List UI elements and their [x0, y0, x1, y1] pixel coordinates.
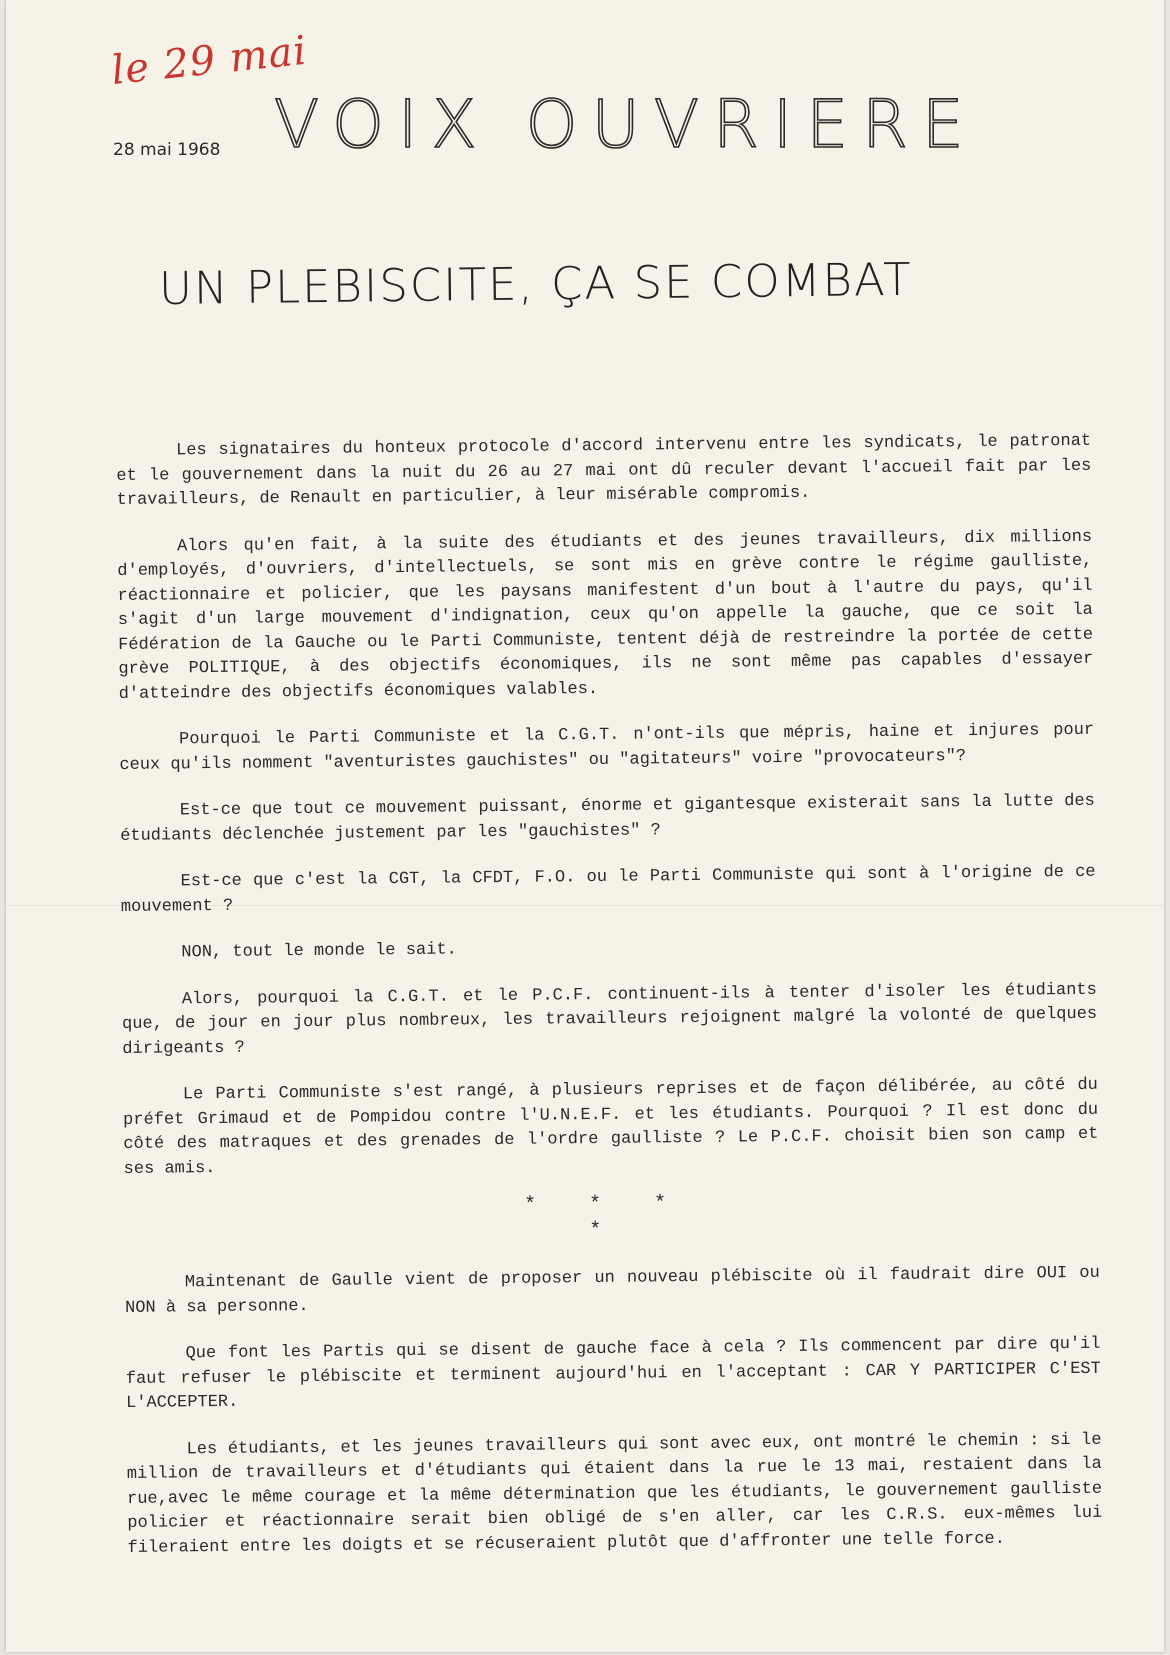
article-headline: UN PLEBISCITE, ÇA SE COMBAT — [158, 252, 914, 315]
section-separator — [124, 1188, 1100, 1254]
paragraph: Maintenant de Gaulle vient de proposer un nouveau plébiscite où il faudrait dire OUI ou NON à sa personne. — [124, 1263, 1100, 1318]
separator-star: * — [589, 1218, 602, 1243]
paragraph: Alors, pourquoi la C.G.T. et le P.C.F. continuent-ils à tenter d'isoler les étudiants que, de jour en jour plus nombreux, les travailleurs rejoignent malgré la volonté de quelques dirigeants ? — [122, 980, 1098, 1059]
article-body — [116, 430, 1103, 1583]
separator-star: * — [588, 1192, 602, 1217]
paragraph: NON, tout le monde le sait. — [181, 940, 457, 963]
separator-star: * — [523, 1193, 537, 1217]
paragraph: Est-ce que c'est la CGT, la CFDT, F.O. ou le Parti Communiste qui sont à l'origine de ce mouvement ? — [120, 862, 1096, 917]
separator-star: * — [653, 1192, 667, 1216]
handwritten-annotation: le 29 mai — [109, 27, 310, 94]
paragraph: Alors qu'en fait, à la suite des étudiants et des jeunes travailleurs, dix millions d'employés, d'ouvriers, d'intellectuels, se sont mis en grève contre le régime gaulliste, réactionnaire et policier, que les paysans manifestent d'un bout à l'autre du pays, qu'il s'agit d'un large mouvement d'indignation, ceux qu'on appelle la gauche, que ce soit la Fédération de la Gauche ou le Parti Communiste, tentent déjà de restreindre la portée de cette grève POLITIQUE, à des objectifs économiques, ils ne sont même pas capables d'essayer d'atteindre des objectifs économiques valables. — [117, 527, 1094, 704]
paragraph: Les étudiants, et les jeunes travailleurs qui sont avec eux, ont montré le chemin : si le million de travailleurs et d'étudiants qui étaient dans la rue le 13 mai, restaient dans la rue,avec le même courage et la même détermination que les étudiants, le gouvernement gaulliste policier et réactionnaire serait bien obligé de s'en aller, car les C.R.S. eux-mêmes lui fileraient entre les doigts et se récuseraient plutôt que d'affronter une telle force. — [126, 1430, 1103, 1558]
paragraph: Pourquoi le Parti Communiste et la C.G.T. n'ont-ils que mépris, haine et injures pour ceux qu'ils nomment "aventuristes gauchistes" ou "agitateurs" voire "provocateurs"? — [119, 720, 1095, 775]
masthead-title: VOIX OUVRIERE — [274, 86, 978, 163]
paragraph: Les signataires du honteux protocole d'accord intervenu entre les syndicats, le patronat et le gouvernement dans la nuit du 26 au 27 mai ont dû reculer devant l'accueil fait par les travailleurs, de Renault en particulier, à leur misérable compromis. — [116, 431, 1092, 510]
paragraph: Le Parti Communiste s'est rangé, à plusieurs reprises et de façon délibérée, au côté du préfet Grimaud et de Pompidou contre l'U.N.E.F. et les étudiants. Pourquoi ? Il est donc du côté des matraques et des grenades de l'ordre gaulliste ? Le P.C.F. choisit bien son camp et ses amis. — [123, 1075, 1099, 1179]
issue-date: 28 mai 1968 — [113, 140, 221, 160]
paragraph: Est-ce que tout ce mouvement puissant, énorme et gigantesque existerait sans la lutte des étudiants déclenchée justement par les "gauchistes" ? — [120, 791, 1095, 846]
paragraph: Que font les Partis qui se disent de gauche face à cela ? Ils commencent par dire qu'il faut refuser le plébiscite et terminent aujourd'hui en l'acceptant : CAR Y PARTICIPER C'EST L'ACCEPTER. — [125, 1334, 1101, 1413]
document-page — [6, 0, 1164, 1652]
